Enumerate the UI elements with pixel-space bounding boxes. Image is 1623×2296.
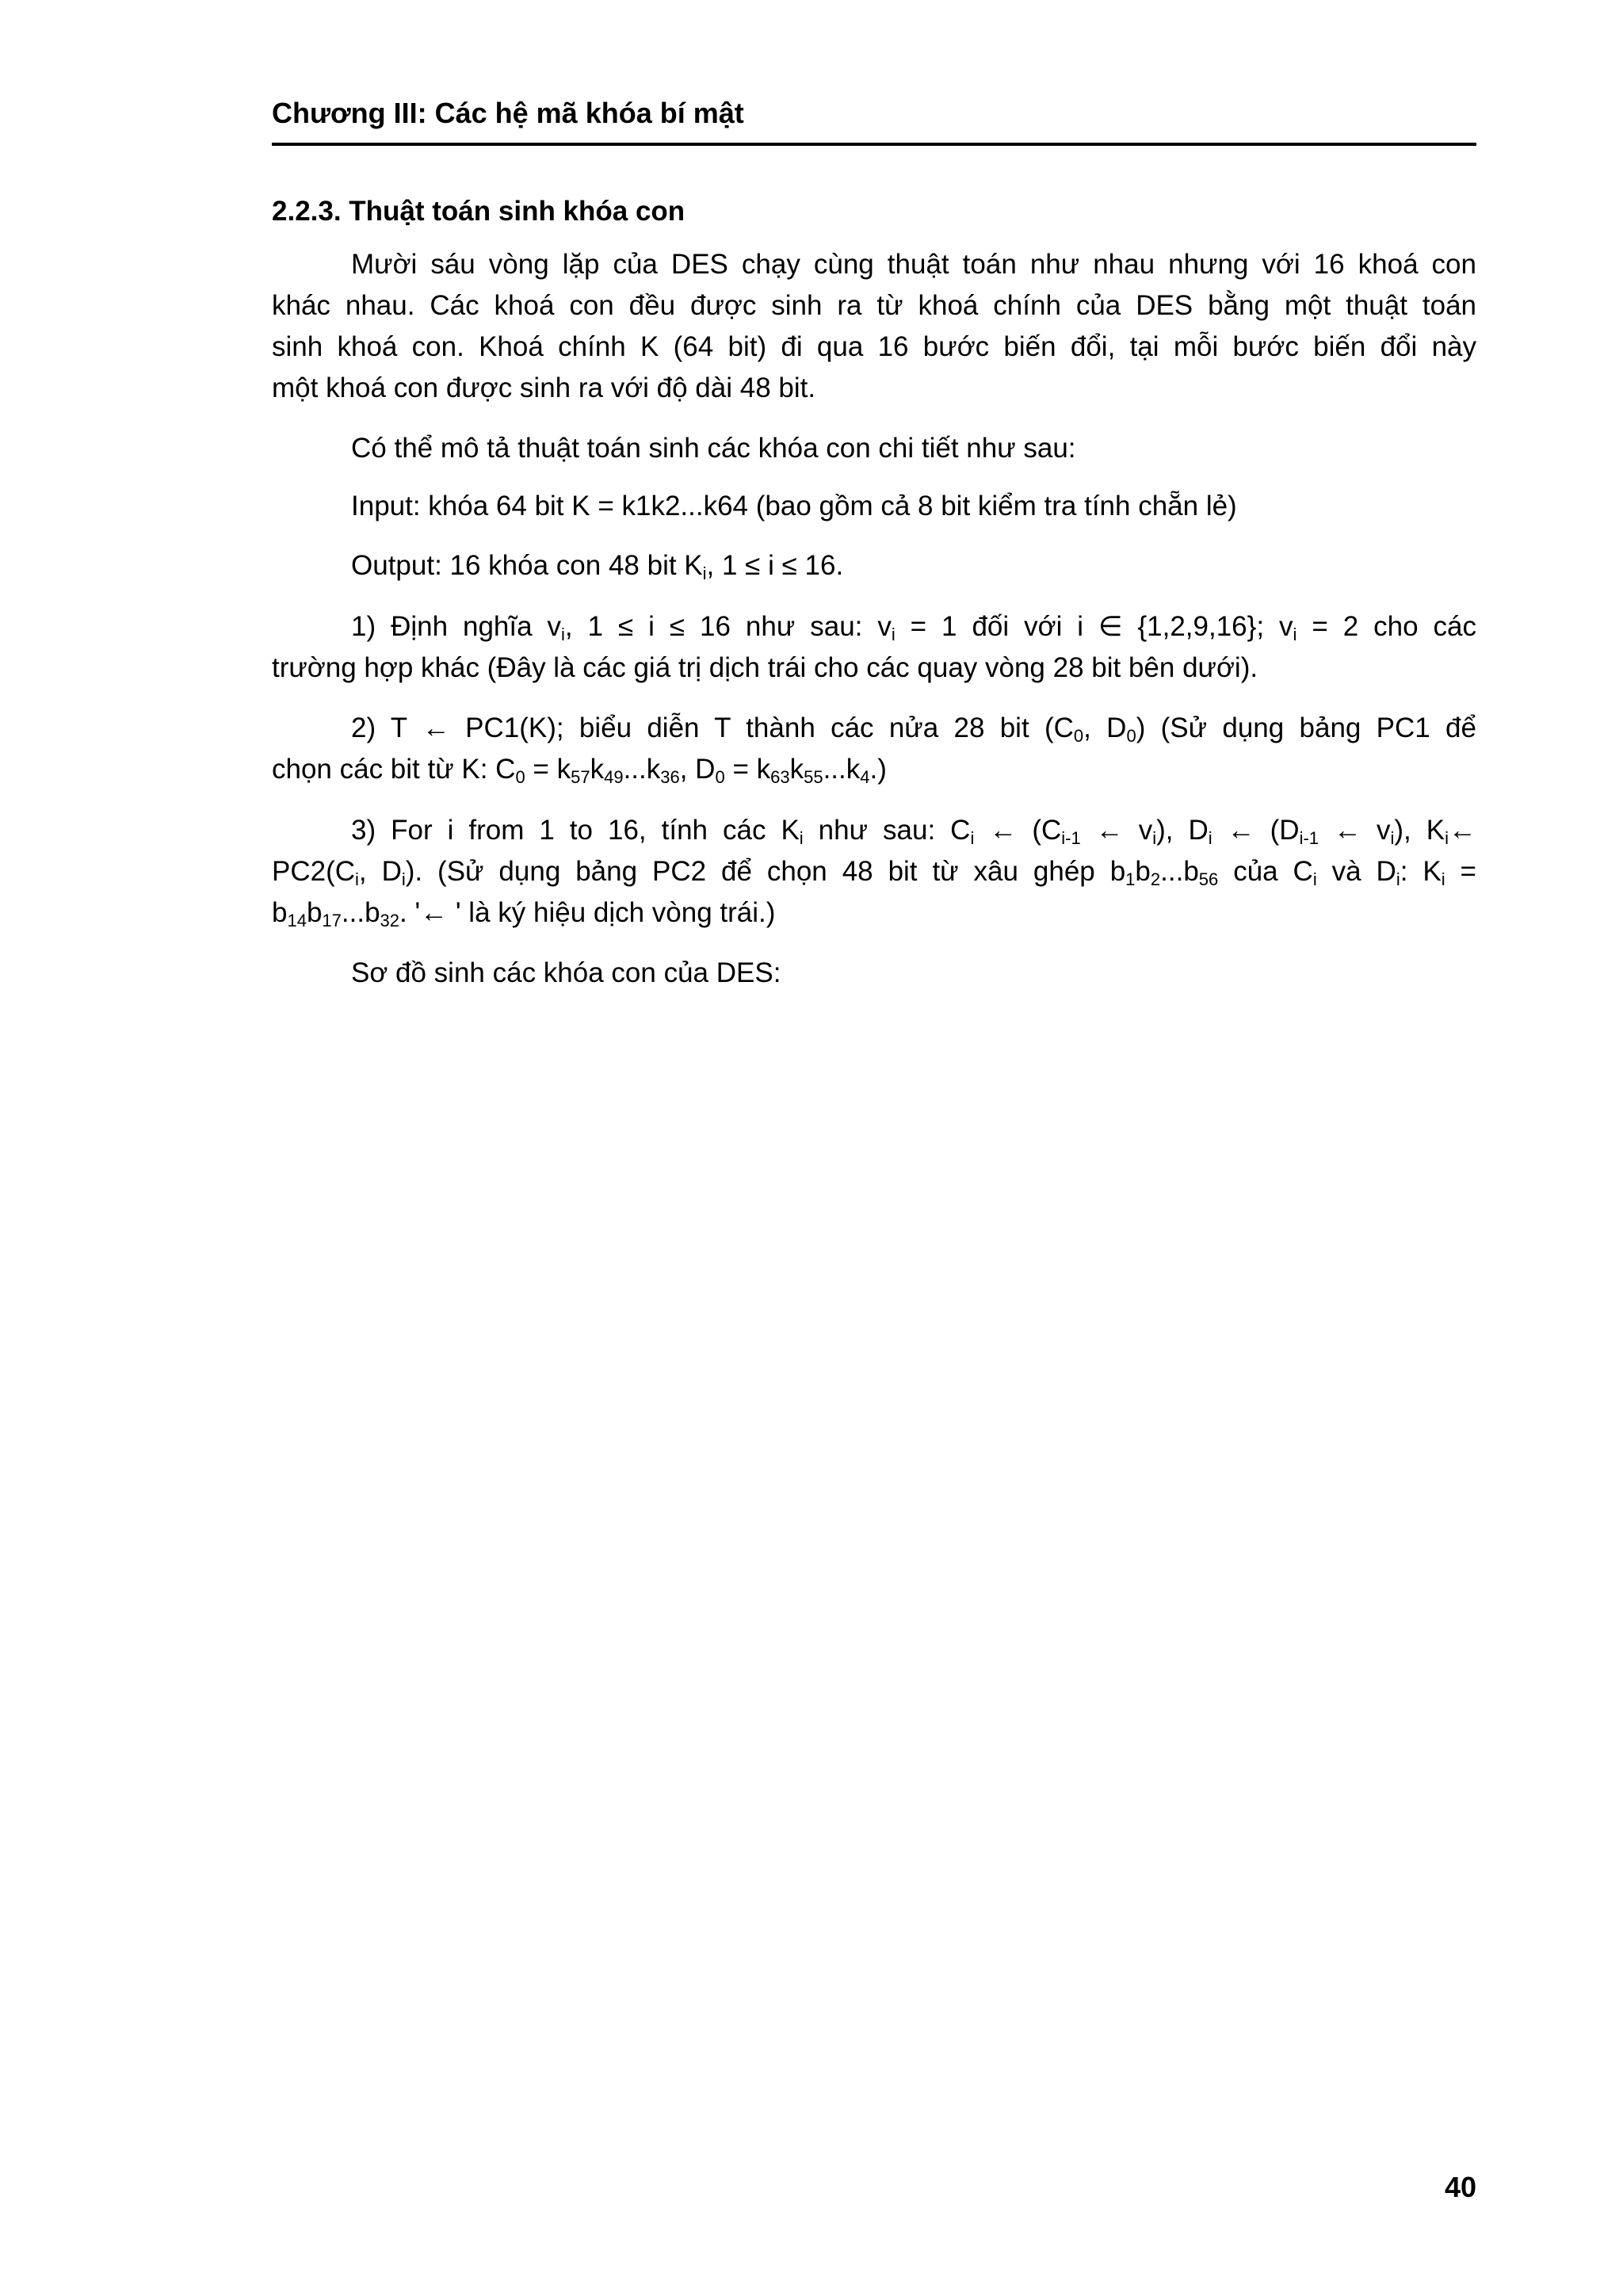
step1-line-2: trường hợp khác (Đây là các giá trị dịch trái cho các quay vòng 28 bit bên dưới). (272, 652, 1258, 683)
step3-text-b3: b (306, 897, 323, 928)
step2-text-c: ) (Sử dụng bảng PC1 để (1136, 712, 1476, 743)
diagram-caption: Sơ đồ sinh các khóa con của DES: (351, 957, 781, 988)
subscript-i-1: i-1 (1299, 828, 1319, 848)
step3-text-f: ← (D (1212, 815, 1300, 846)
subscript-56: 56 (1198, 869, 1219, 889)
subscript-i: i (1312, 869, 1317, 889)
subscript-i: i (1152, 828, 1157, 848)
intro-line-3: sinh khoá con. Khoá chính K (64 bit) đi qua 16 bước biến đổi, tại mỗi bước biến đổi này (272, 331, 1476, 362)
subscript-i: i (1396, 869, 1400, 889)
subscript-i: i (1208, 828, 1212, 848)
intro-line-4: một khoá con được sinh ra với độ dài 48 bit. (272, 372, 816, 403)
intro-line-1: Mười sáu vòng lặp của DES chạy cùng thuật toán như nhau nhưng với 16 khoá con (351, 249, 1476, 280)
subscript-i: i (1293, 625, 1297, 644)
subscript-63: 63 (770, 767, 790, 787)
step3-text-a2: PC2(C (272, 856, 356, 887)
step3-line-3 (272, 892, 1476, 934)
subscript-0: 0 (715, 767, 725, 787)
step2-line-2 (272, 749, 1476, 790)
step3-text-a: 3) For i from 1 to 16, tính các K (351, 815, 800, 846)
step2-text-b2: = k (525, 754, 571, 785)
output-paragraph (272, 545, 1476, 586)
step1-line-1 (272, 606, 1476, 648)
step3-text-e2: ...b (1160, 856, 1199, 887)
step3-text-g2: và D (1316, 856, 1396, 887)
step3-line-2 (272, 851, 1476, 892)
output-text-a: Output: 16 khóa con 48 bit K (351, 550, 703, 581)
step2-text-e2: , D (679, 754, 716, 785)
step3-text-i: ← (1449, 815, 1476, 846)
subscript-32: 32 (380, 911, 400, 930)
step3-line-1 (272, 810, 1476, 851)
step2-text-g2: k (789, 754, 804, 785)
step3-text-b: như sau: C (803, 815, 971, 846)
subscript-i: i (799, 828, 804, 848)
step3-text-a3: b (272, 897, 288, 928)
step2-text-d2: ...k (623, 754, 661, 785)
step3-text-d: ← v (1080, 815, 1153, 846)
subscript-i-1: i-1 (1061, 828, 1081, 848)
step3-text-d3: . '← ' là ký hiệu dịch vòng trái.) (399, 897, 776, 928)
intro-line-2: khác nhau. Các khoá con đều được sinh ra từ khoá chính của DES bằng một thuật toán (272, 290, 1476, 321)
subscript-i: i (1390, 828, 1395, 848)
subscript-2: 2 (1150, 869, 1161, 889)
step2-text-i2: .) (869, 754, 887, 785)
step3-text-h: ), K (1394, 815, 1445, 846)
step2-line-1 (272, 708, 1476, 749)
step1-text-d: = 2 cho các (1296, 611, 1476, 642)
subscript-49: 49 (604, 767, 624, 787)
step3-text-g: ← v (1319, 815, 1391, 846)
header-divider (272, 143, 1476, 146)
subscript-i: i (561, 625, 565, 644)
subscript-57: 57 (571, 767, 590, 787)
subscript-i: i (355, 869, 359, 889)
step2-text-a2: chọn các bit từ K: C (272, 754, 516, 785)
subscript-i: i (702, 563, 707, 583)
step3-text-c3: ...b (341, 897, 380, 928)
subscript-0: 0 (515, 767, 525, 787)
step3-text-b2: , D (358, 856, 402, 887)
step2-text-a: 2) T ← PC1(K); biểu diễn T thành các nửa 28 bit (C (351, 712, 1074, 743)
step3-text-d2: b (1135, 856, 1151, 887)
step1-text-b: , 1 ≤ i ≤ 16 như sau: v (564, 611, 892, 642)
output-text-b: , 1 ≤ i ≤ 16. (706, 550, 844, 581)
step2-text-h2: ...k (823, 754, 861, 785)
subscript-14: 14 (287, 911, 307, 930)
step1-text-c: = 1 đối với i ∈ {1,2,9,16}; v (895, 611, 1293, 642)
subscript-36: 36 (660, 767, 680, 787)
subscript-17: 17 (322, 911, 342, 930)
section-heading: 2.2.3. Thuật toán sinh khóa con (272, 196, 685, 227)
subscript-0: 0 (1073, 726, 1084, 746)
subscript-4: 4 (860, 767, 870, 787)
subscript-0: 0 (1126, 726, 1136, 746)
page-number: 40 (1444, 2171, 1476, 2203)
step3-text-e: ), D (1156, 815, 1209, 846)
step2-text-f2: = k (724, 754, 771, 785)
step3-text-h2: : K (1400, 856, 1442, 887)
step3-text-i2: = (1445, 856, 1476, 887)
subscript-i: i (1441, 869, 1445, 889)
step2-text-c2: k (590, 754, 605, 785)
subscript-i: i (891, 625, 896, 644)
step1-text-a: 1) Định nghĩa v (351, 611, 562, 642)
input-paragraph: Input: khóa 64 bit K = k1k2...k64 (bao gồm cả 8 bit kiểm tra tính chẵn lẻ) (351, 491, 1237, 521)
step3-text-f2: của C (1218, 856, 1313, 887)
subscript-i: i (970, 828, 975, 848)
subscript-i: i (401, 869, 406, 889)
step3-text-c: ← (C (974, 815, 1062, 846)
running-header: Chương III: Các hệ mã khóa bí mật (272, 97, 744, 129)
step2-text-b: , D (1083, 712, 1127, 743)
subscript-i: i (1445, 828, 1449, 848)
subscript-55: 55 (804, 767, 823, 787)
subscript-1: 1 (1125, 869, 1136, 889)
describe-paragraph: Có thể mô tả thuật toán sinh các khóa con chi tiết như sau: (351, 433, 1076, 464)
step3-text-c2: ). (Sử dụng bảng PC2 để chọn 48 bit từ xâu ghép b (405, 856, 1126, 887)
